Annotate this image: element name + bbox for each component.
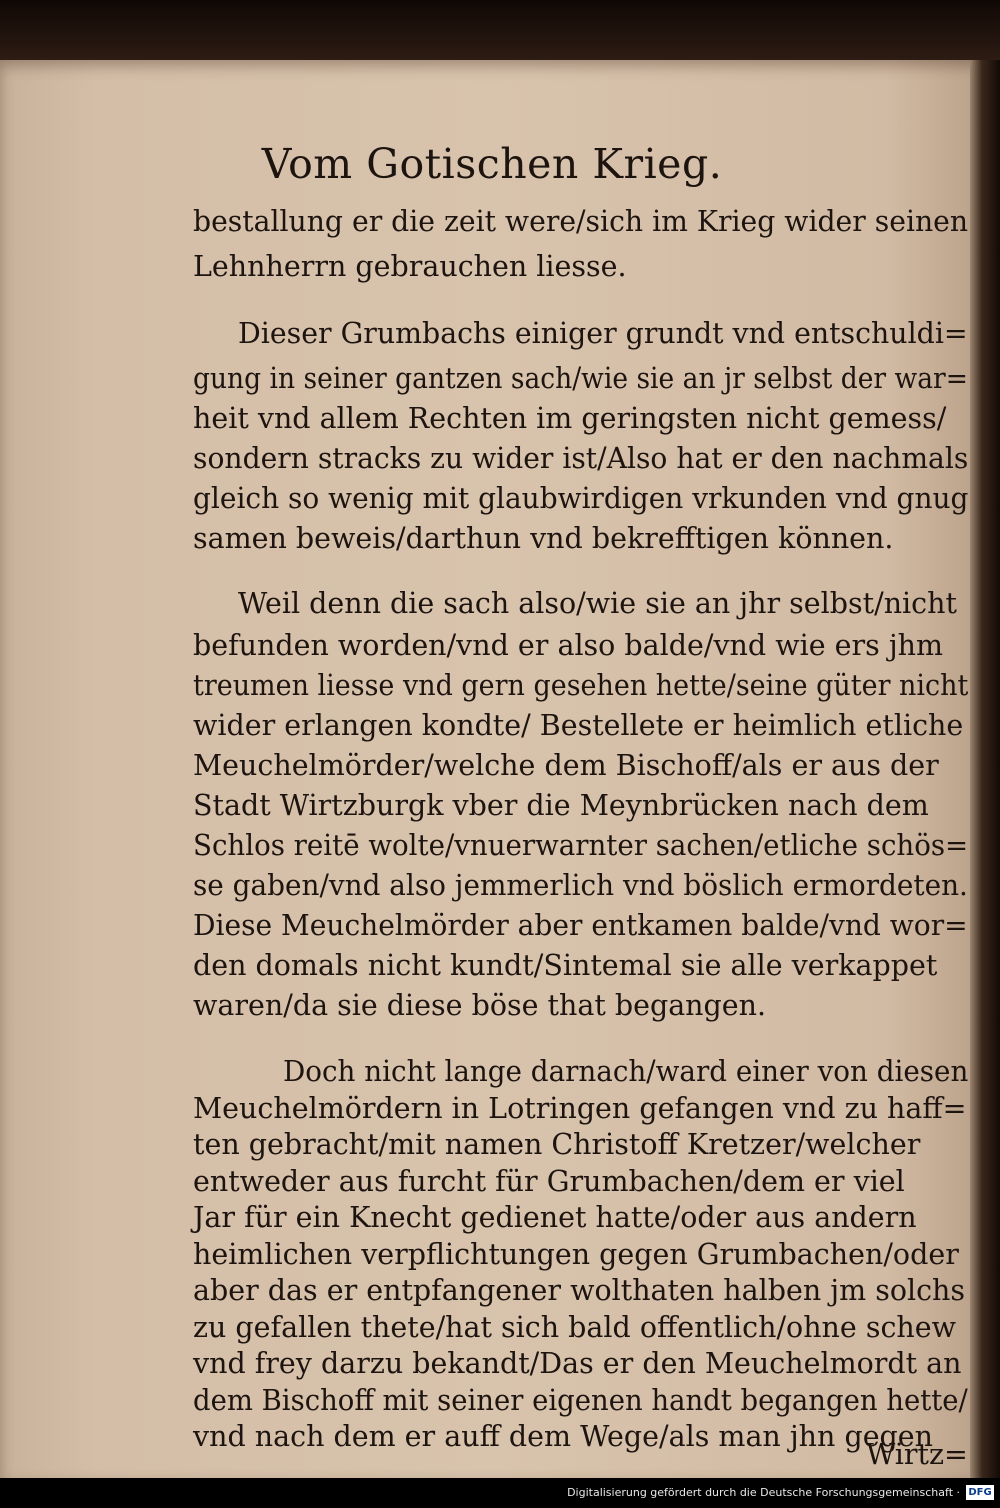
- text-line: entweder aus furcht für Grumbachen/dem er viel: [193, 1164, 905, 1198]
- text-line: Stadt Wirtzburgk vber die Meynbrücken nach dem: [193, 789, 929, 822]
- text-line: sondern stracks zu wider ist/Also hat er den nachmals: [193, 442, 969, 475]
- text-line: Meuchelmördern in Lotringen gefangen vnd zu haff=: [193, 1091, 967, 1125]
- text-line: Weil denn die sach also/wie sie an jhr selbst/nicht: [238, 587, 957, 620]
- text-line: vnd frey darzu bekandt/Das er den Meuchelmordt an: [193, 1347, 962, 1380]
- text-line: gleich so wenig mit glaubwirdigen vrkunden vnd gnug: [193, 482, 969, 515]
- text-line: befunden worden/vnd er also balde/vnd wie ers jhm: [193, 629, 944, 662]
- catchword: Wirtz=: [866, 1438, 968, 1471]
- text-line: wider erlangen kondte/ Bestellete er heimlich etliche: [193, 709, 964, 742]
- text-line: heit vnd allem Rechten im geringsten nicht gemess/: [193, 402, 947, 435]
- text-line: den domals nicht kundt/Sintemal sie alle verkappet: [193, 949, 938, 982]
- text-line: se gaben/vnd also jemmerlich vnd böslich ermordeten.: [193, 869, 968, 902]
- text-line: aber das er entpfangener wolthaten halben jm solchs: [193, 1274, 966, 1307]
- text-line: dem Bischoff mit seiner eigenen handt begangen hette/: [193, 1383, 968, 1417]
- text-line: vnd nach dem er auff dem Wege/als man jhn gegen: [193, 1420, 934, 1453]
- text-line: Diese Meuchelmörder aber entkamen balde/vnd wor=: [193, 909, 968, 942]
- text-line: samen beweis/darthun vnd bekrefftigen können.: [193, 522, 894, 555]
- running-header: Vom Gotischen Krieg.: [261, 140, 723, 188]
- page-edge-shadow: [970, 60, 1000, 1478]
- text-line: treumen liesse vnd gern gesehen hette/seine güter nicht: [193, 669, 969, 702]
- dfg-logo: DFG: [966, 1485, 994, 1500]
- text-line: gung in seiner gantzen sach/wie sie an jr selbst der war=: [193, 362, 968, 395]
- text-line: zu gefallen thete/hat sich bald offentlich/ohne schew: [193, 1310, 957, 1344]
- text-line: bestallung er die zeit were/sich im Krieg wider seinen: [193, 205, 969, 238]
- text-line: ten gebracht/mit namen Christoff Kretzer/welcher: [193, 1128, 921, 1161]
- digitization-footer: [0, 1478, 1000, 1508]
- text-line: Schlos reitē wolte/vnuerwarnter sachen/etliche schös=: [193, 829, 969, 862]
- text-line: waren/da sie diese böse that begangen.: [193, 989, 767, 1022]
- funding-notice: Digitalisierung gefördert durch die Deutsche Forschungsgemeinschaft ·: [567, 1486, 960, 1499]
- text-line: Meuchelmörder/welche dem Bischoff/als er aus der: [193, 749, 939, 782]
- text-line: Jar für ein Knecht gedienet hatte/oder aus andern: [193, 1201, 917, 1234]
- text-line: Doch nicht lange darnach/ward einer von diesen: [283, 1055, 969, 1088]
- text-line: Dieser Grumbachs einiger grundt vnd entschuldi=: [238, 317, 968, 350]
- text-line: heimlichen verpflichtungen gegen Grumbachen/oder: [193, 1237, 959, 1271]
- text-line: Lehnherrn gebrauchen liesse.: [193, 250, 627, 283]
